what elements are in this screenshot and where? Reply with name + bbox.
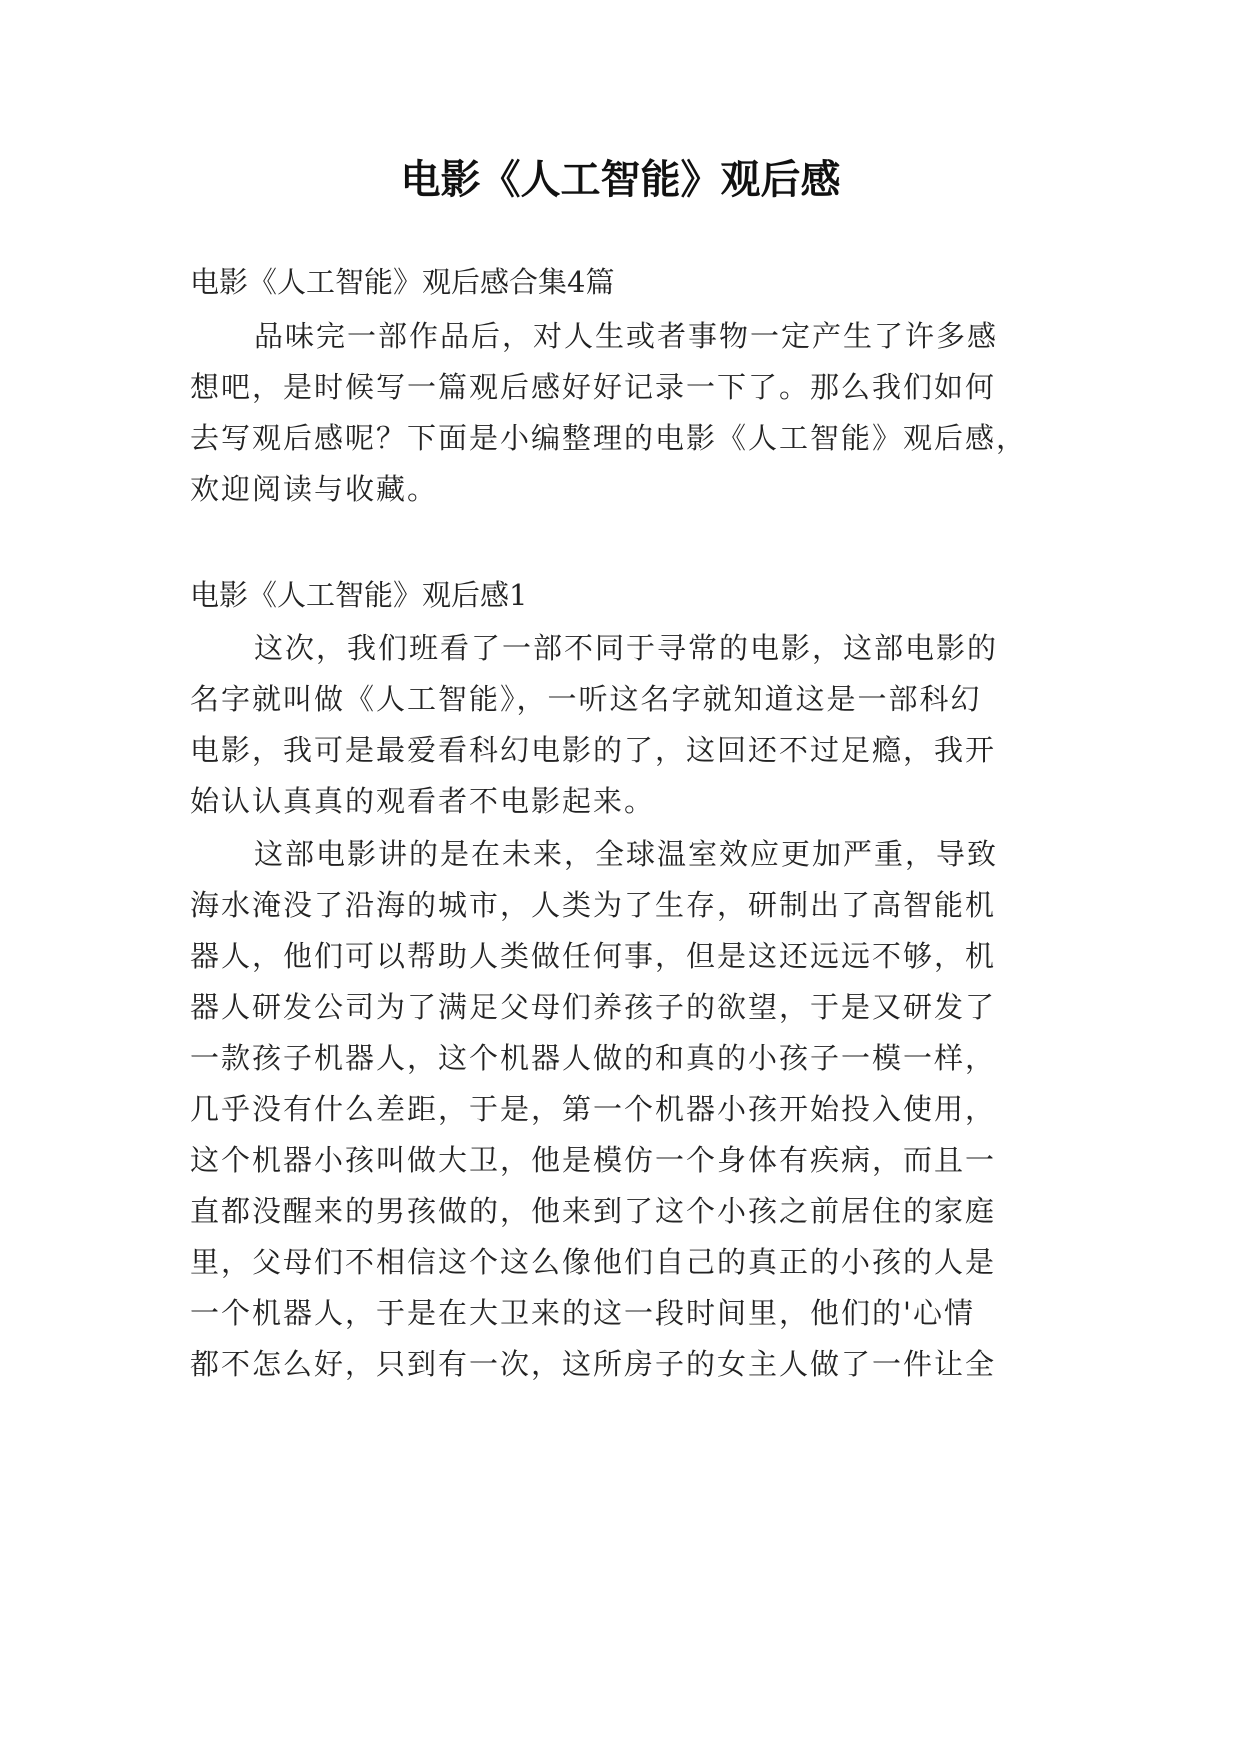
essay1-para2-line: 这部电影讲的是在未来，全球温室效应更加严重，导致 [254, 837, 999, 871]
essay1-para1-line: 名字就叫做《人工智能》，一听这名字就知道这是一部科幻 [190, 682, 982, 716]
essay1-para1-line: 这次，我们班看了一部不同于寻常的电影，这部电影的 [254, 631, 999, 665]
essay1-para2-line: 一款孩子机器人，这个机器人做的和真的小孩子一模一样， [190, 1041, 997, 1075]
essay1-para2-line: 直都没醒来的男孩做的，他来到了这个小孩之前居住的家庭 [190, 1194, 997, 1228]
essay1-para2-line: 几乎没有什么差距，于是，第一个机器小孩开始投入使用， [190, 1092, 997, 1126]
intro-line: 想吧，是时候写一篇观后感好好记录一下了。那么我们如何 [190, 370, 997, 404]
essay1-para2-line: 这个机器小孩叫做大卫，他是模仿一个身体有疾病，而且一 [190, 1143, 997, 1177]
intro-line: 去写观后感呢？下面是小编整理的电影《人工智能》观后感， [190, 421, 1028, 455]
intro-line: 品味完一部作品后，对人生或者事物一定产生了许多感 [254, 319, 999, 353]
collection-heading: 电影《人工智能》观后感合集4篇 [190, 265, 615, 299]
essay1-para2-line: 里，父母们不相信这个这么像他们自己的真正的小孩的人是 [190, 1245, 997, 1279]
essay1-para2-line: 一个机器人，于是在大卫来的这一段时间里，他们的'心情 [190, 1296, 975, 1330]
essay1-para2-line: 器人，他们可以帮助人类做任何事，但是这还远远不够，机 [190, 939, 997, 973]
intro-line: 欢迎阅读与收藏。 [190, 472, 439, 506]
essay1-para2-line: 海水淹没了沿海的城市，人类为了生存，研制出了高智能机 [190, 888, 997, 922]
essay1-para2-line: 器人研发公司为了满足父母们养孩子的欲望，于是又研发了 [190, 990, 997, 1024]
essay1-para1-line: 电影，我可是最爱看科幻电影的了，这回还不过足瘾，我开 [190, 733, 997, 767]
document-title: 电影《人工智能》观后感 [400, 157, 841, 203]
essay1-heading: 电影《人工智能》观后感1 [190, 578, 528, 612]
essay1-para1-line: 始认认真真的观看者不电影起来。 [190, 784, 656, 818]
essay1-para2-line: 都不怎么好，只到有一次，这所房子的女主人做了一件让全 [190, 1347, 997, 1381]
